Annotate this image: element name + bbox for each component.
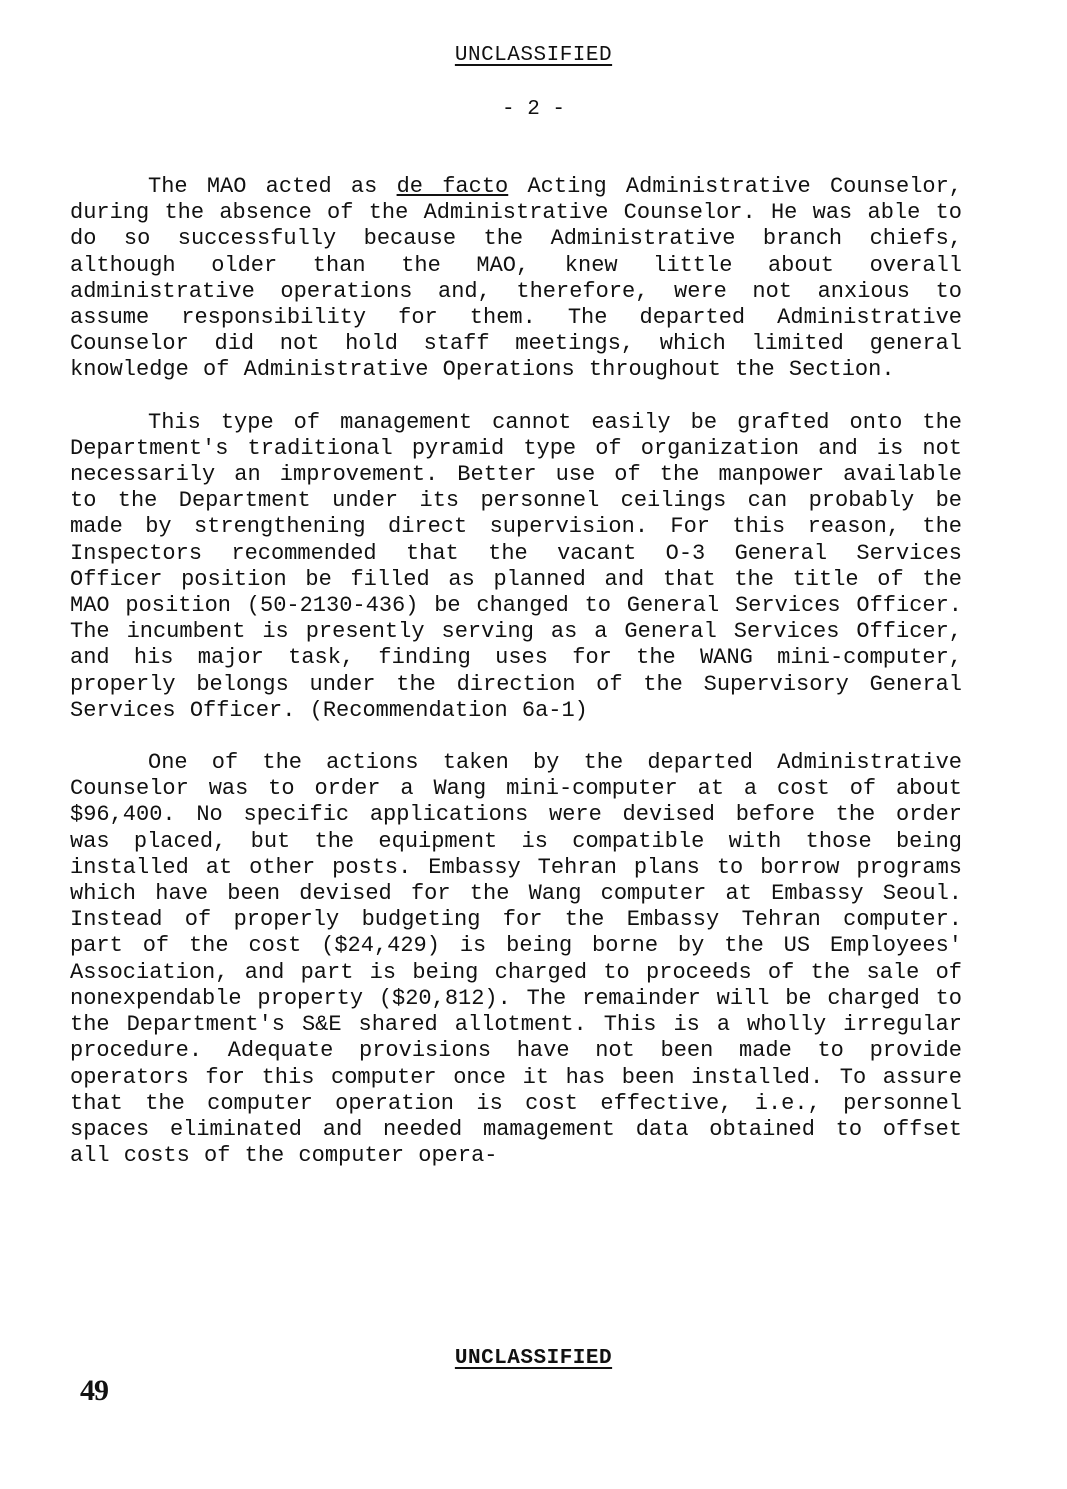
top-classification-marking (0, 44, 1067, 67)
paragraph-1-lead: The MAO acted as (148, 174, 397, 199)
paragraph-mao-role (70, 174, 962, 384)
document-body (70, 174, 962, 1195)
page-number: - 2 - (501, 98, 565, 121)
top-classification-text: UNCLASSIFIED (454, 44, 613, 67)
paragraph-1-rest: Acting Administrative Counselor, during the absence of the Administrative Counselor. He was able to do so successfully because the Administrative branch chiefs, although older than the MAO, knew little about overall administrative operations and, therefore, were not anxious to assume responsibility for them. The departed Administrative Counselor did not hold staff meetings, which limited general knowledge of Administrative Operations throughout the Section. (70, 174, 963, 383)
folio-number: 49 (80, 1374, 108, 1407)
paragraph-wang-computer: One of the actions taken by the departed Administrative Counselor was to order a Wang mini-computer at a cost of about $96,400. No specific applications were devised before the order was placed, but the equipment is compatible with those being installed at other posts. Embassy Tehran plans to borrow programs which have been devised for the Wang computer at Embassy Seoul. Instead of properly budgeting for the Embassy Tehran computer. part of the cost ($24,429) is being borne by the US Employees' Association, and part is being charged to proceeds of the sale of nonexpendable property ($20,812). The remainder will be charged to the Department's S&E shared allotment. This is a wholly irregular procedure. Adequate provisions have not been made to provide operators for this computer once it has been installed. To assure that the computer operation is cost effective, i.e., personnel spaces eliminated and needed mamagement data obtained to offset all costs of the computer opera- (70, 750, 962, 1169)
bottom-classification-marking (0, 1347, 1067, 1370)
paragraph-1-emphasis: de facto (396, 174, 509, 199)
paragraph-management-recommendation: This type of management cannot easily be grafted onto the Department's traditional pyramid type of organization and is not necessarily an improvement. Better use of the manpower available to the Department under its personnel ceilings can probably be made by strengthening direct supervision. For this reason, the Inspectors recommended that the vacant O-3 General Services Officer position be filled as planned and that the title of the MAO position (50-2130-436) be changed to General Services Officer. The incumbent is presently serving as a General Services Officer, and his major task, finding uses for the WANG mini-computer, properly belongs under the direction of the Supervisory General Services Officer. (Recommendation 6a-1) (70, 409, 962, 723)
bottom-classification-text: UNCLASSIFIED (454, 1347, 613, 1370)
